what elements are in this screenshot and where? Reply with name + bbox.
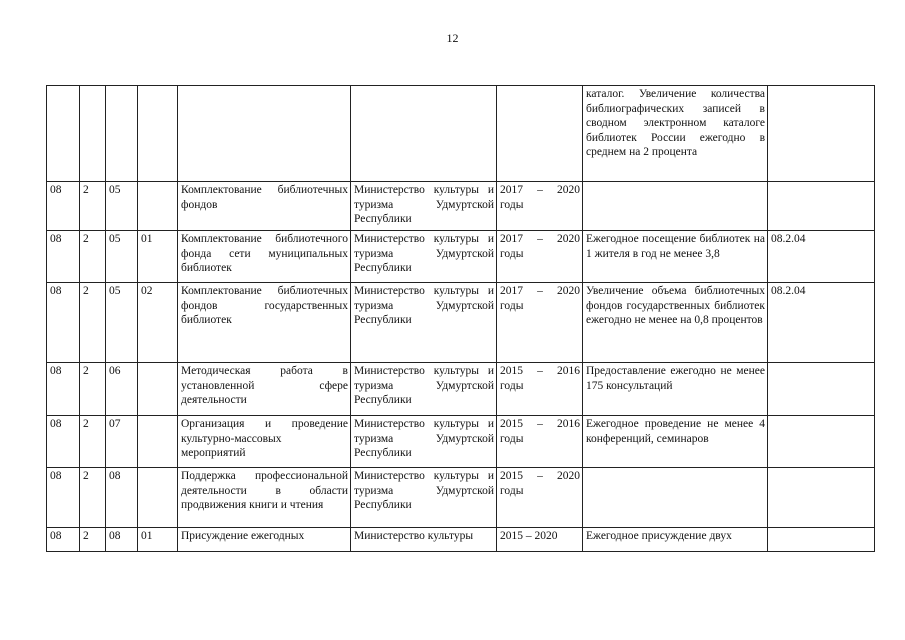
indicator-link-cell xyxy=(768,416,875,468)
name-cell: Методическая работа в установленной сфере деятельности xyxy=(178,363,351,416)
executor-cell: Министерство культуры и туризма Удмуртской Республики xyxy=(351,283,497,363)
page-number: 12 xyxy=(446,31,459,45)
code-3-cell: 08 xyxy=(106,528,138,552)
program-table xyxy=(46,85,875,552)
code-1-cell xyxy=(47,86,80,182)
executor-cell: Министерство культуры и туризма Удмуртской Республики xyxy=(351,468,497,528)
code-1-cell: 08 xyxy=(47,182,80,231)
code-4-cell xyxy=(138,86,178,182)
table-row xyxy=(47,468,875,528)
table-row xyxy=(47,528,875,552)
code-2-cell: 2 xyxy=(80,528,106,552)
code-3-cell: 05 xyxy=(106,283,138,363)
code-4-cell: 01 xyxy=(138,231,178,283)
code-2-cell: 2 xyxy=(80,231,106,283)
period-cell: 2015 – 2016 годы xyxy=(497,363,583,416)
name-cell: Комплектование библиотечного фонда сети муниципальных библиотек xyxy=(178,231,351,283)
result-cell: Ежегодное проведение не менее 4 конференций, семинаров xyxy=(583,416,768,468)
indicator-link-cell xyxy=(768,182,875,231)
code-2-cell: 2 xyxy=(80,468,106,528)
code-3-cell: 08 xyxy=(106,468,138,528)
executor-cell: Министерство культуры xyxy=(351,528,497,552)
table-row xyxy=(47,416,875,468)
name-cell xyxy=(178,86,351,182)
period-cell: 2015 – 2020 xyxy=(497,528,583,552)
executor-cell: Министерство культуры и туризма Удмуртской Республики xyxy=(351,363,497,416)
code-1-cell: 08 xyxy=(47,283,80,363)
code-1-cell: 08 xyxy=(47,363,80,416)
code-2-cell: 2 xyxy=(80,283,106,363)
code-2-cell: 2 xyxy=(80,416,106,468)
name-cell: Комплектование библиотечных фондов xyxy=(178,182,351,231)
executor-cell: Министерство культуры и туризма Удмуртской Республики xyxy=(351,416,497,468)
name-cell: Комплектование библиотечных фондов государственных библиотек xyxy=(178,283,351,363)
code-2-cell: 2 xyxy=(80,363,106,416)
period-cell: 2015 – 2016 годы xyxy=(497,416,583,468)
code-3-cell: 06 xyxy=(106,363,138,416)
table-row xyxy=(47,86,875,182)
indicator-link-cell xyxy=(768,363,875,416)
name-cell: Присуждение ежегодных xyxy=(178,528,351,552)
indicator-link-cell: 08.2.04 xyxy=(768,283,875,363)
name-cell: Организация и проведение культурно-массовых мероприятий xyxy=(178,416,351,468)
executor-cell: Министерство культуры и туризма Удмуртской Республики xyxy=(351,182,497,231)
code-4-cell: 01 xyxy=(138,528,178,552)
code-3-cell: 05 xyxy=(106,182,138,231)
period-cell: 2017 – 2020 годы xyxy=(497,182,583,231)
indicator-link-cell xyxy=(768,528,875,552)
result-cell: Ежегодное посещение библиотек на 1 жителя в год не менее 3,8 xyxy=(583,231,768,283)
code-2-cell: 2 xyxy=(80,182,106,231)
code-4-cell: 02 xyxy=(138,283,178,363)
indicator-link-cell xyxy=(768,86,875,182)
code-4-cell xyxy=(138,416,178,468)
code-1-cell: 08 xyxy=(47,528,80,552)
result-cell: Увеличение объема библиотечных фондов государственных библиотек ежегодно не менее на 0,8 процентов xyxy=(583,283,768,363)
executor-cell xyxy=(351,86,497,182)
executor-cell: Министерство культуры и туризма Удмуртской Республики xyxy=(351,231,497,283)
code-4-cell xyxy=(138,363,178,416)
code-1-cell: 08 xyxy=(47,416,80,468)
period-cell: 2017 – 2020 годы xyxy=(497,283,583,363)
indicator-link-cell: 08.2.04 xyxy=(768,231,875,283)
result-cell xyxy=(583,182,768,231)
code-2-cell xyxy=(80,86,106,182)
table-row xyxy=(47,182,875,231)
indicator-link-cell xyxy=(768,468,875,528)
result-cell: Предоставление ежегодно не менее 175 консультаций xyxy=(583,363,768,416)
code-1-cell: 08 xyxy=(47,231,80,283)
period-cell xyxy=(497,86,583,182)
code-4-cell xyxy=(138,182,178,231)
result-cell xyxy=(583,468,768,528)
name-cell: Поддержка профессиональной деятельности в области продвижения книги и чтения xyxy=(178,468,351,528)
code-3-cell xyxy=(106,86,138,182)
code-3-cell: 07 xyxy=(106,416,138,468)
code-1-cell: 08 xyxy=(47,468,80,528)
code-4-cell xyxy=(138,468,178,528)
code-3-cell: 05 xyxy=(106,231,138,283)
result-cell: каталог. Увеличение количества библиографических записей в сводном электронном каталоге библиотек России ежегодно в среднем на 2 процента xyxy=(583,86,768,182)
table-row xyxy=(47,283,875,363)
result-cell: Ежегодное присуждение двух xyxy=(583,528,768,552)
table-row xyxy=(47,363,875,416)
period-cell: 2015 – 2020 годы xyxy=(497,468,583,528)
period-cell: 2017 – 2020 годы xyxy=(497,231,583,283)
table-row xyxy=(47,231,875,283)
